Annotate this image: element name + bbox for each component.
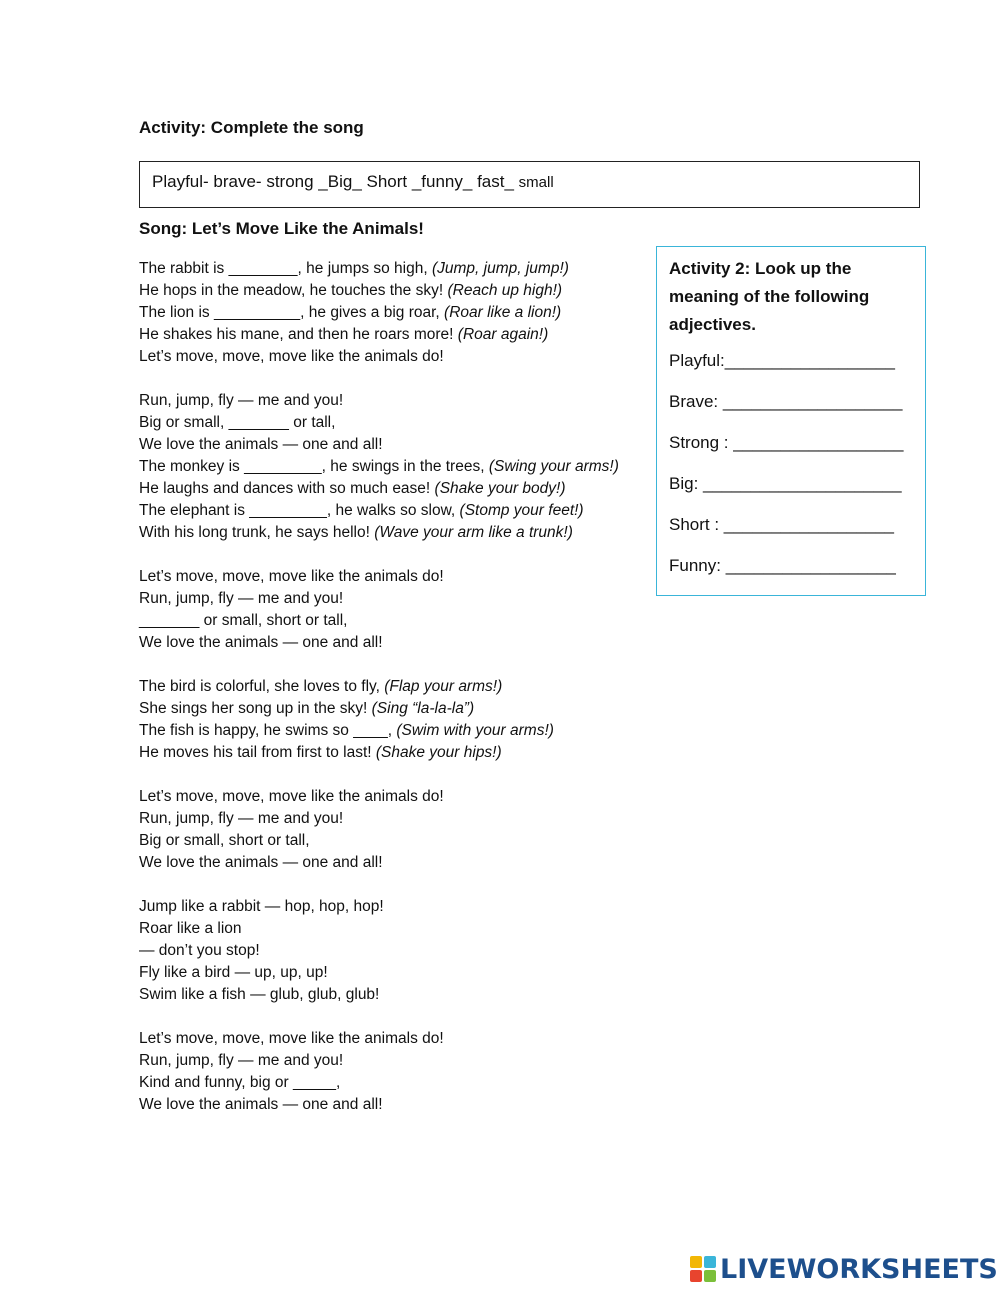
lyric-text: The elephant is _________, he walks so slow, <box>139 502 460 519</box>
lyric-text: The rabbit is ________, he jumps so high, <box>139 260 432 277</box>
lyric-line <box>139 610 659 632</box>
lyric-line <box>139 808 659 830</box>
lyric-line <box>139 786 659 808</box>
lyric-text: The lion is __________, he gives a big roar, <box>139 304 445 321</box>
logo-square <box>704 1270 716 1282</box>
stanza-gap <box>139 368 659 390</box>
word-bank-small: small <box>518 174 554 191</box>
action-cue: (Reach up high!) <box>447 282 563 299</box>
lyric-line <box>139 522 659 544</box>
action-cue: (Shake your body!) <box>434 480 566 497</box>
action-cue: (Roar like a lion!) <box>444 304 562 321</box>
lyric-text: He laughs and dances with so much ease! <box>139 480 435 497</box>
lyric-text: He shakes his mane, and then he roars more! <box>139 326 458 343</box>
lyric-text: The fish is happy, he swims so ____, <box>139 722 397 739</box>
lyric-text: _______ or small, short or tall, <box>139 612 348 629</box>
lyric-line <box>139 302 659 324</box>
lyric-text: With his long trunk, he says hello! <box>139 524 375 541</box>
lyric-text: Let’s move, move, move like the animals do! <box>139 1030 444 1047</box>
adjective-brave: Brave: ___________________ <box>669 392 903 411</box>
lyric-text: Run, jump, fly — me and you! <box>139 810 344 827</box>
lyric-line <box>139 1050 659 1072</box>
word-bank <box>152 172 554 192</box>
lyric-line <box>139 412 659 434</box>
action-cue: (Wave your arm like a trunk!) <box>374 524 573 541</box>
lyric-line <box>139 962 659 984</box>
lyric-line <box>139 1094 659 1116</box>
stanza-gap <box>139 544 659 566</box>
activity-title: Activity: Complete the song <box>139 118 364 137</box>
activity2-title: Activity 2: Look up the meaning of the following adjectives. <box>669 259 870 334</box>
lyric-line <box>139 698 659 720</box>
lyric-text: Run, jump, fly — me and you! <box>139 1052 344 1069</box>
song-lyrics <box>139 258 659 1116</box>
lyric-text: Kind and funny, big or _____, <box>139 1074 341 1091</box>
lyric-text: Jump like a rabbit — hop, hop, hop! <box>139 898 384 915</box>
lyric-line <box>139 566 659 588</box>
lyric-text: He moves his tail from first to last! <box>139 744 376 761</box>
lyric-text: Run, jump, fly — me and you! <box>139 392 344 409</box>
action-cue: (Stomp your feet!) <box>459 502 584 519</box>
lyric-line <box>139 632 659 654</box>
lyric-line <box>139 258 659 280</box>
lyric-line <box>139 280 659 302</box>
song-title: Song: Let’s Move Like the Animals! <box>139 219 424 238</box>
adjective-short: Short : __________________ <box>669 515 894 534</box>
action-cue: (Sing “la-la-la”) <box>371 700 475 717</box>
logo-square <box>690 1256 702 1268</box>
lyric-line <box>139 478 659 500</box>
lyric-text: We love the animals — one and all! <box>139 634 383 651</box>
lyric-line <box>139 852 659 874</box>
logo-square <box>704 1256 716 1268</box>
logo-square <box>690 1270 702 1282</box>
word-bank-box <box>139 161 920 208</box>
adjective-big: Big: _____________________ <box>669 474 902 493</box>
adjective-funny: Funny: __________________ <box>669 556 896 575</box>
lyric-line <box>139 918 659 940</box>
action-cue: (Swim with your arms!) <box>396 722 554 739</box>
lyric-text: She sings her song up in the sky! <box>139 700 372 717</box>
stanza-gap <box>139 654 659 676</box>
lyric-text: Let’s move, move, move like the animals do! <box>139 348 444 365</box>
lyric-text: Swim like a fish — glub, glub, glub! <box>139 986 380 1003</box>
lyric-text: Let’s move, move, move like the animals do! <box>139 568 444 585</box>
stanza-gap <box>139 874 659 896</box>
adjective-playful: Playful:__________________ <box>669 351 895 370</box>
lyric-line <box>139 1028 659 1050</box>
lyric-text: The monkey is _________, he swings in the trees, <box>139 458 489 475</box>
lyric-line <box>139 720 659 742</box>
lyric-line <box>139 390 659 412</box>
action-cue: (Shake your hips!) <box>375 744 502 761</box>
action-cue: (Flap your arms!) <box>384 678 503 695</box>
action-cue: (Swing your arms!) <box>488 458 619 475</box>
lyric-line <box>139 500 659 522</box>
action-cue: (Roar again!) <box>457 326 549 343</box>
lyric-text: We love the animals — one and all! <box>139 436 383 453</box>
lyric-text: Let’s move, move, move like the animals do! <box>139 788 444 805</box>
activity2-box <box>656 246 926 596</box>
lyric-text: We love the animals — one and all! <box>139 1096 383 1113</box>
lyric-text: Fly like a bird — up, up, up! <box>139 964 328 981</box>
lyric-text: — don’t you stop! <box>139 942 260 959</box>
lyric-line <box>139 896 659 918</box>
lyric-line <box>139 984 659 1006</box>
stanza-gap <box>139 764 659 786</box>
stanza-gap <box>139 1006 659 1028</box>
lyric-line <box>139 676 659 698</box>
lyric-line <box>139 456 659 478</box>
lyric-line <box>139 1072 659 1094</box>
adjective-strong: Strong : __________________ <box>669 433 904 452</box>
lyric-line <box>139 742 659 764</box>
lyric-line <box>139 830 659 852</box>
lyric-text: He hops in the meadow, he touches the sky! <box>139 282 448 299</box>
lyric-text: We love the animals — one and all! <box>139 854 383 871</box>
liveworksheets-logo <box>690 1253 998 1285</box>
lyric-text: The bird is colorful, she loves to fly, <box>139 678 385 695</box>
lyric-text: Big or small, short or tall, <box>139 832 310 849</box>
lyric-line <box>139 346 659 368</box>
lyric-text: Run, jump, fly — me and you! <box>139 590 344 607</box>
lyric-line <box>139 324 659 346</box>
lyric-text: Big or small, _______ or tall, <box>139 414 336 431</box>
action-cue: (Jump, jump, jump!) <box>431 260 569 277</box>
lyric-text: Roar like a lion <box>139 920 242 937</box>
lyric-line <box>139 588 659 610</box>
lyric-line <box>139 434 659 456</box>
brand-name: LIVEWORKSHEETS <box>720 1253 998 1285</box>
lyric-line <box>139 940 659 962</box>
word-bank-text: Playful- brave- strong _Big_ Short _funny_ fast_ <box>152 172 514 191</box>
liveworksheets-logo-icon <box>690 1256 716 1282</box>
